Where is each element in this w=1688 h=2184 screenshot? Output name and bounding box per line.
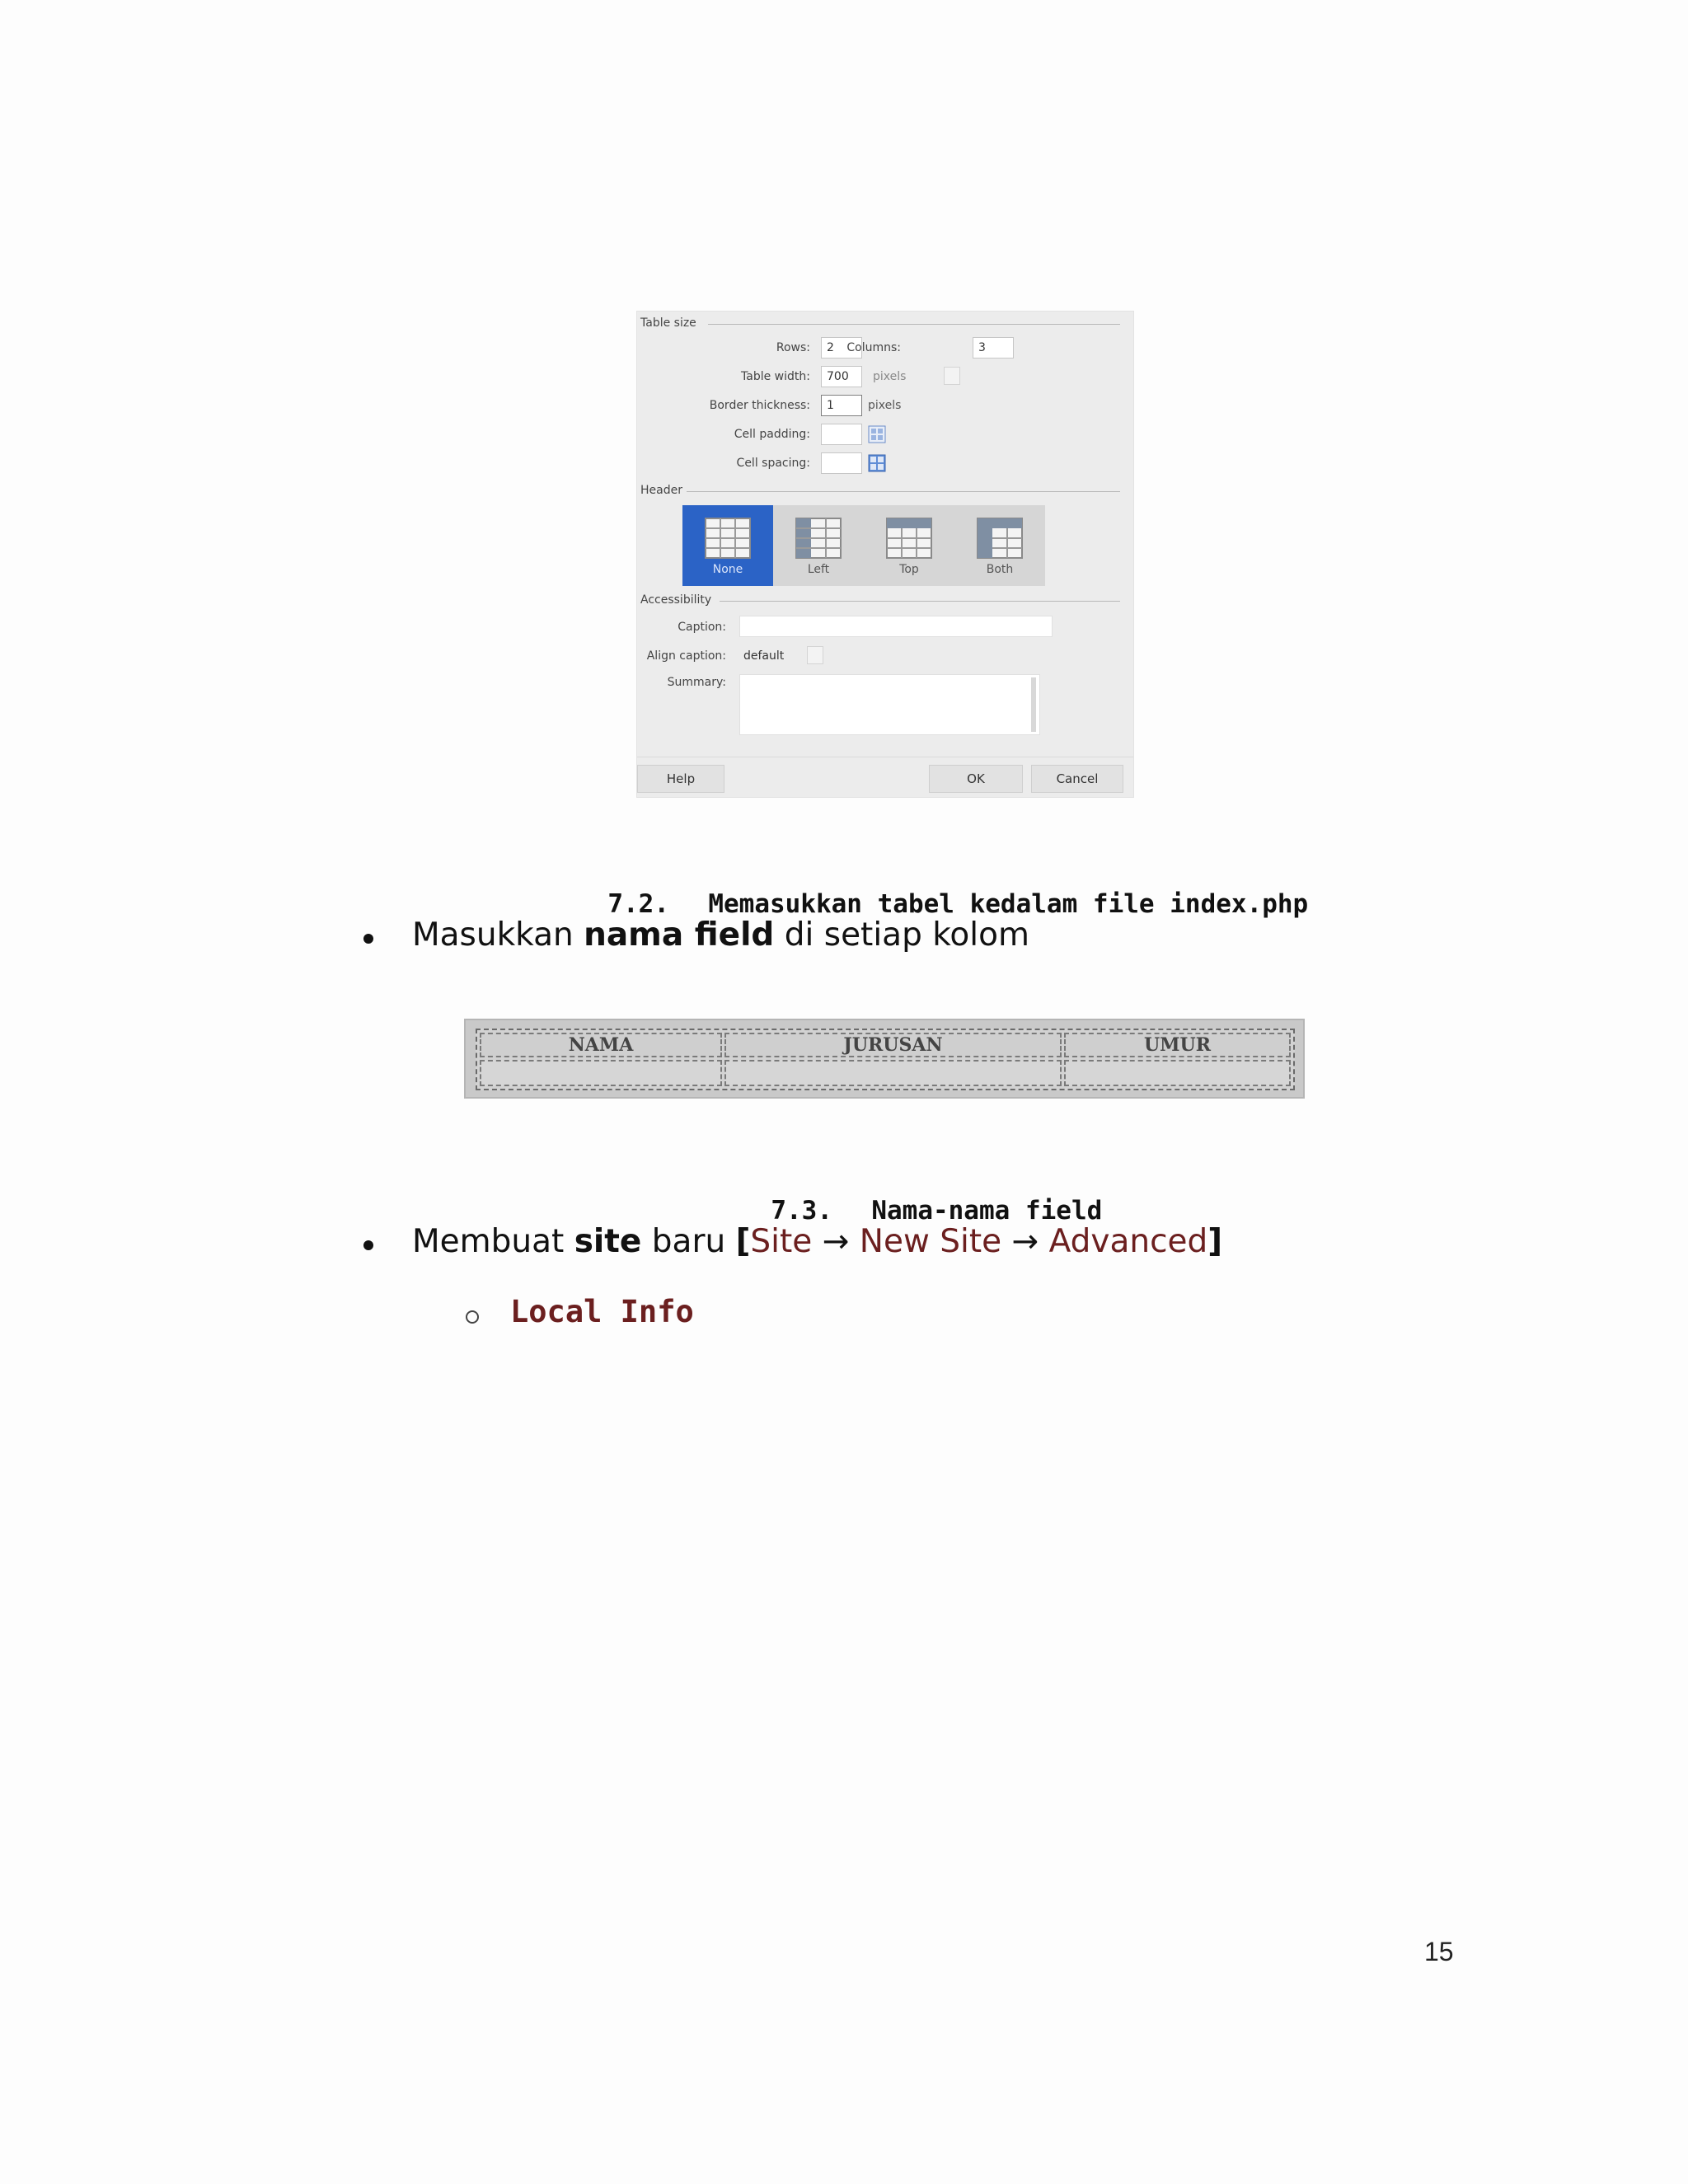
section-divider [708, 324, 1120, 325]
table-header-cell: JURUSAN [724, 1033, 1062, 1057]
table-header-cell: NAMA [480, 1033, 722, 1057]
figure-caption-7-3 [740, 1166, 1102, 1226]
insert-table-dialog [637, 312, 1133, 797]
summary-scrollbar[interactable] [1031, 677, 1036, 732]
page-number: 15 [1424, 1937, 1454, 1966]
columns-input[interactable]: 3 [973, 337, 1014, 359]
bullet-dot [363, 934, 373, 944]
align-caption-dropdown-arrow[interactable] [807, 646, 823, 664]
figure-caption-7-2 [577, 860, 1308, 919]
sub-bullet-local-info: Local Info [510, 1294, 694, 1329]
summary-textarea[interactable] [739, 674, 1040, 735]
cell-spacing-label: Cell spacing: [736, 457, 810, 470]
caption-input[interactable] [739, 616, 1053, 637]
bullet-text-plain: Masukkan [412, 916, 584, 954]
header-option-top[interactable] [864, 505, 954, 586]
width-unit-dropdown[interactable] [944, 367, 960, 385]
section-divider [720, 601, 1120, 602]
bullet-text-plain: Membuat [412, 1223, 574, 1260]
arrow-icon: → [812, 1223, 860, 1260]
caption-number: 7.2. [607, 889, 669, 919]
bullet-text-plain: baru [641, 1223, 736, 1260]
header-option-both[interactable] [954, 505, 1045, 586]
cell-spacing-input[interactable] [821, 452, 862, 474]
section-divider [687, 491, 1120, 492]
table-header-left-icon [795, 518, 842, 559]
rows-label: Rows: [776, 341, 810, 354]
caption-number: 7.3. [771, 1196, 832, 1226]
bracket: ] [1207, 1223, 1223, 1260]
rows-input[interactable]: 2 [821, 337, 862, 359]
table-width-input[interactable]: 700 [821, 366, 862, 387]
bullet-text-1 [412, 916, 1029, 954]
table-width-unit: pixels [873, 370, 907, 383]
section-label-table-size: Table size [640, 316, 701, 330]
header-option-label: Top [899, 563, 919, 576]
caption-text: Memasukkan tabel kedalam file index.php [708, 889, 1309, 919]
table-header-none-icon [705, 518, 751, 559]
bullet-text-plain: di setiap kolom [774, 916, 1029, 954]
header-option-label: None [712, 563, 743, 576]
bullet-text-bold: site [574, 1223, 642, 1260]
align-caption-label: Align caption: [646, 649, 726, 663]
caption-label: Caption: [678, 621, 726, 634]
summary-label: Summary: [667, 676, 726, 689]
cell-padding-label: Cell padding: [734, 428, 810, 441]
caption-text: Nama-nama field [871, 1196, 1103, 1226]
border-thickness-label: Border thickness: [709, 399, 810, 412]
section-label-header: Header [640, 484, 687, 497]
menu-path-advanced: Advanced [1048, 1223, 1208, 1260]
header-option-left[interactable] [773, 505, 864, 586]
table-header-cell: UMUR [1064, 1033, 1291, 1057]
cell-padding-input[interactable] [821, 424, 862, 445]
field-table [476, 1029, 1295, 1090]
table-cell [480, 1060, 722, 1086]
cancel-button[interactable]: Cancel [1031, 765, 1123, 793]
field-names-table-screenshot [464, 1019, 1305, 1099]
align-caption-select[interactable]: default [743, 649, 785, 663]
bracket: [ [735, 1223, 751, 1260]
arrow-icon: → [1001, 1223, 1049, 1260]
bullet-text-2 [412, 1223, 1222, 1260]
hollow-bullet [466, 1310, 479, 1324]
menu-path-new-site: New Site [859, 1223, 1002, 1260]
cell-spacing-icon [868, 454, 886, 472]
border-thickness-input[interactable]: 1 [821, 395, 862, 416]
table-header-top-icon [886, 518, 932, 559]
cell-padding-icon [868, 425, 886, 443]
table-width-label: Table width: [741, 370, 810, 383]
table-header-both-icon [977, 518, 1023, 559]
section-label-accessibility: Accessibility [640, 593, 716, 607]
table-cell [724, 1060, 1062, 1086]
header-option-label: Left [807, 563, 830, 576]
help-button[interactable]: Help [637, 765, 724, 793]
ok-button[interactable]: OK [929, 765, 1023, 793]
bullet-text-bold: nama field [584, 916, 775, 954]
header-option-label: Both [986, 563, 1014, 576]
menu-path-site: Site [750, 1223, 813, 1260]
header-option-none[interactable] [682, 505, 773, 586]
table-cell [1064, 1060, 1291, 1086]
bullet-dot [363, 1240, 373, 1250]
border-thickness-unit: pixels [868, 399, 902, 412]
columns-label: Columns: [846, 341, 901, 354]
